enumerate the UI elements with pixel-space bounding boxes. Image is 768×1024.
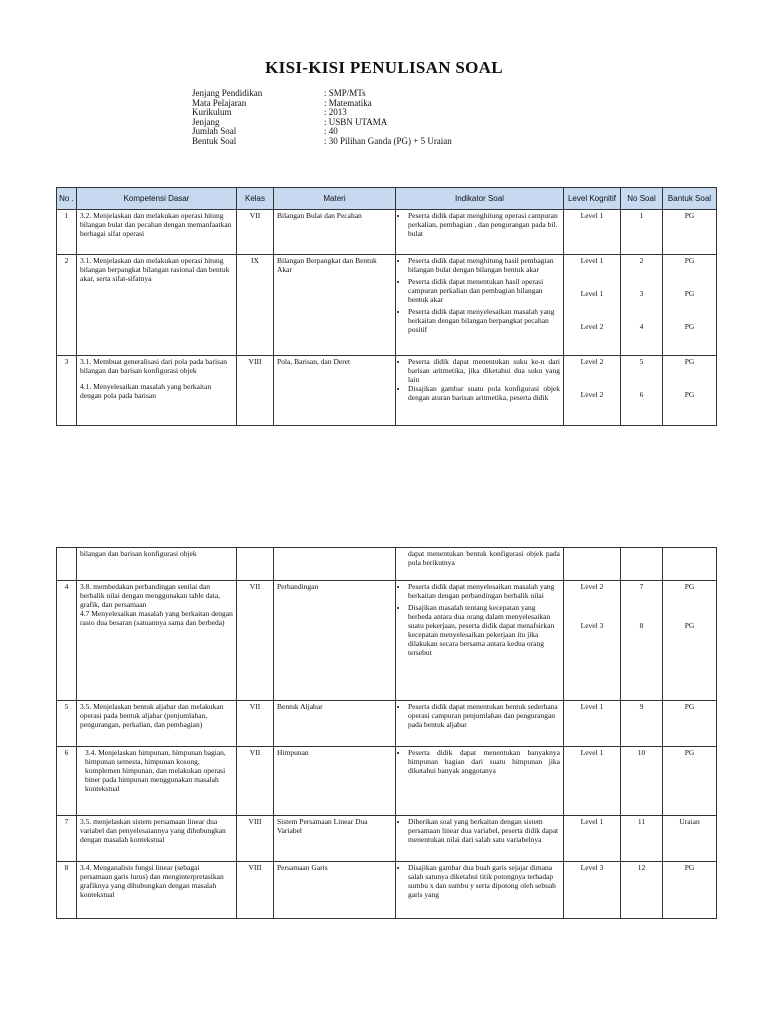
table-row <box>57 548 717 581</box>
cell-kelas: IX <box>237 255 274 356</box>
cell-indikator <box>396 210 564 255</box>
cell-materi: Himpunan <box>274 747 396 816</box>
cell-no: 4 <box>57 581 77 701</box>
cell-no-soal: 9 <box>621 701 663 747</box>
cell-kompetensi-dasar <box>77 356 237 426</box>
cell-kompetensi-dasar: 3.4. Menjelaskan himpunan, himpunan bagian, himpunan semesta, himpunan kosong, komplemen himpunan, dan melakukan operasi biner pada himpunan menggunakan masalah kontekstual <box>77 747 237 816</box>
cell-indikator <box>396 701 564 747</box>
cell-bentuk: Uraian <box>663 816 717 862</box>
kd-item: 3.8. membedakan perbandingan senilai dan berbalik nilai dengan menggunakan table data, grafik, dan persamaan <box>80 582 220 609</box>
table-row <box>57 701 717 747</box>
bentuk-value: PG <box>684 289 695 298</box>
cell-indikator <box>396 747 564 816</box>
table-header-row <box>57 188 717 210</box>
cell-materi: Perbandingan <box>274 581 396 701</box>
cell-bentuk: PG <box>663 701 717 747</box>
level-value: Level 2 <box>580 322 604 331</box>
header-bentuk-soal: Bantuk Soal <box>663 188 717 210</box>
cell-kelas: VII <box>237 747 274 816</box>
indikator-item: • Disajikan gambar suatu pola konfigurasi objek dengan aturan barisan aritmetika, peserta didik <box>408 384 560 402</box>
indikator-item: • Disajikan masalah tentang kecepatan yang berbeda antara dua orang dalam menyelesaikan suatu pekerjaan, peserta didik dapat menafsirkan kecepatan menyelesaikan pekerjaan itu jika dilakukan secara bersama antara kedua orang tersebut <box>408 603 560 657</box>
kd-item: 3.1. Membuat generalisasi dari pola pada barisan bilangan dan barisan konfigurasi objek <box>80 357 228 375</box>
header-level-kognitif: Level Kognitif <box>564 188 621 210</box>
cell-kelas: VII <box>237 581 274 701</box>
cell-kompetensi-dasar: 3.1. Menjelaskan dan melakukan operasi hitung bilangan berpangkat bilangan rasional dan bentuk akar, serta sifat-sifatnya <box>77 255 237 356</box>
meta-value: : USBN UTAMA <box>324 116 388 127</box>
cell-kompetensi-dasar: bilangan dan barisan konfigurasi objek <box>77 548 237 581</box>
indikator-item: • Peserta didik dapat menentukan banyaknya himpunan bagian dari suatu himpunan jika diketahui banyak anggotanya <box>408 748 560 775</box>
cell-level: Level 1 <box>564 701 621 747</box>
cell-no: 8 <box>57 862 77 919</box>
table-row <box>57 356 717 426</box>
header-materi: Materi <box>274 188 396 210</box>
cell-materi: Persamaan Garis <box>274 862 396 919</box>
cell-kompetensi-dasar: 3.4. Menganalisis fungsi linear (sebagai persamaan garis lurus) dan menginterpretasikan grafiknya yang dihubungkan dengan masalah kontekstual <box>77 862 237 919</box>
no-soal-value: 2 <box>639 256 644 265</box>
cell-indikator: dapat menentukan bentuk konfigurasi objek pada pola berikutnya <box>396 548 564 581</box>
cell-materi: Bilangan Berpangkat dan Bentuk Akar <box>274 255 396 356</box>
table-row <box>57 816 717 862</box>
cell-bentuk: PG <box>663 747 717 816</box>
indikator-item: • Peserta didik dapat menentukan hasil operasi campuran perkalian dan pembagian bilangan bentuk akar <box>408 277 560 304</box>
indikator-item: • Peserta didik dapat menentukan bentuk sederhana operasi campuran penjumlahan dan pengurangan pada bentuk aljabar <box>408 702 560 729</box>
cell-indikator <box>396 581 564 701</box>
cell-no: 5 <box>57 701 77 747</box>
no-soal-value: 6 <box>639 390 644 399</box>
header-indikator-soal: Indikator Soal <box>396 188 564 210</box>
bentuk-value: PG <box>684 357 695 366</box>
level-value: Level 3 <box>580 621 604 630</box>
bentuk-value: PG <box>684 322 695 331</box>
cell-bentuk: PG <box>663 210 717 255</box>
meta-label: Kurikulum <box>192 107 232 118</box>
bentuk-value: PG <box>684 582 695 591</box>
kisi-kisi-table-part1 <box>56 187 717 426</box>
indikator-item: • Peserta didik dapat menyelesaikan masalah yang berkaitan dengan perbandingan berbalik nilai <box>408 582 560 600</box>
meta-label: Jenjang Pendidikan <box>192 88 263 98</box>
level-value: Level 1 <box>580 289 604 298</box>
bentuk-value: PG <box>684 256 695 265</box>
cell-kompetensi-dasar: 3.5. Menjelaskan bentuk aljabar dan melakukan operasi pada bentuk aljabar (penjumlahan, pengurangan, perkalian, dan pembagian) <box>77 701 237 747</box>
kd-item: 4.7 Menyelesaikan masalah yang berkaitan dengan rasio dua besaran (satuannya sama dan berbeda) <box>80 609 233 627</box>
meta-label: Bentuk Soal <box>192 135 237 146</box>
indikator-item: • Peserta didik dapat menghitung operasi campuran perkalian, pembagian , dan pengurangan pada bil. bulat <box>408 211 560 238</box>
cell-bentuk <box>663 548 717 581</box>
indikator-item: • Peserta didik dapat menentukan suku ke-n dari barisan aritmetika, jika diketahui dua suku yang lain <box>408 357 560 384</box>
meta-row <box>192 137 452 147</box>
cell-level: Level 1 <box>564 210 621 255</box>
table-row <box>57 210 717 255</box>
cell-materi: Bentuk Aljabar <box>274 701 396 747</box>
document-meta <box>192 89 452 147</box>
cell-no: 1 <box>57 210 77 255</box>
table-row <box>57 581 717 701</box>
bentuk-value: PG <box>684 621 695 630</box>
no-soal-value: 3 <box>639 289 644 298</box>
table-row <box>57 747 717 816</box>
cell-kelas: VIII <box>237 356 274 426</box>
meta-row <box>192 108 452 118</box>
cell-level <box>564 581 621 701</box>
meta-label: Jumlah Soal <box>192 126 237 137</box>
cell-kelas: VIII <box>237 862 274 919</box>
table-row <box>57 255 717 356</box>
indikator-item: • Peserta didik dapat menyelesaikan masalah yang berkaitan dengan bilangan berpangkat pecahan positif <box>408 307 560 334</box>
cell-no-soal <box>621 255 663 356</box>
cell-kompetensi-dasar: 3.5. menjelaskan sistem persamaan linear dua variabel dan penyelesaiannya yang dihubungkan dengan masalah kontekstual <box>77 816 237 862</box>
header-kompetensi-dasar: Kompetensi Dasar <box>77 188 237 210</box>
cell-no-soal <box>621 356 663 426</box>
meta-label: Mata Pelajaran <box>192 97 247 108</box>
cell-kelas <box>237 548 274 581</box>
cell-materi: Bilangan Bulat dan Pecahan <box>274 210 396 255</box>
bentuk-value: PG <box>684 390 695 399</box>
cell-no-soal: 12 <box>621 862 663 919</box>
cell-materi: Pola, Barisan, dan Deret <box>274 356 396 426</box>
meta-value: : 2013 <box>324 107 347 118</box>
cell-no <box>57 548 77 581</box>
table-row <box>57 862 717 919</box>
no-soal-value: 4 <box>639 322 644 331</box>
cell-indikator <box>396 356 564 426</box>
indikator-item: • Diberikan soal yang berkaitan dengan sistem persamaan linear dua variabel, peserta didik dapat menentukan nilai dari salah satu variabelnya <box>408 817 560 844</box>
cell-materi <box>274 548 396 581</box>
no-soal-value: 8 <box>639 621 644 630</box>
header-kelas: Kelas <box>237 188 274 210</box>
kisi-kisi-table-part2 <box>56 547 717 919</box>
cell-indikator <box>396 255 564 356</box>
cell-materi: Sistem Persamaan Linear Dua Variabel <box>274 816 396 862</box>
cell-bentuk <box>663 581 717 701</box>
meta-value: : 30 Pilihan Ganda (PG) + 5 Uraian <box>324 135 452 146</box>
cell-bentuk <box>663 255 717 356</box>
cell-indikator <box>396 816 564 862</box>
cell-no: 2 <box>57 255 77 356</box>
meta-value: : SMP/MTs <box>324 88 366 98</box>
cell-kompetensi-dasar: 3.2. Menjelaskan dan melakukan operasi hitung bilangan bulat dan pecahan dengan memanfaatkan berbagai sifat operasi <box>77 210 237 255</box>
cell-no: 3 <box>57 356 77 426</box>
cell-level <box>564 356 621 426</box>
cell-level: Level 1 <box>564 747 621 816</box>
indikator-item: • Peserta didik dapat menghitung hasil pembagian bilangan bulat dengan bilangan bentuk akar <box>408 256 560 274</box>
level-value: Level 2 <box>580 582 604 591</box>
document-title: KISI-KISI PENULISAN SOAL <box>265 58 503 77</box>
cell-bentuk <box>663 356 717 426</box>
meta-label: Jenjang <box>192 116 220 127</box>
cell-no-soal: 11 <box>621 816 663 862</box>
cell-indikator <box>396 862 564 919</box>
cell-level <box>564 255 621 356</box>
indikator-item: • Disajikan gambar dua buah garis sejajar dimana salah satunya diketahui titik potongnya terhadap sumbu x dan sumbu y serta dipotong oleh sebuah garis yang <box>408 863 560 899</box>
header-no: No . <box>57 188 77 210</box>
cell-no-soal <box>621 581 663 701</box>
cell-kompetensi-dasar <box>77 581 237 701</box>
meta-value: : 40 <box>324 126 338 137</box>
cell-no: 7 <box>57 816 77 862</box>
cell-no-soal: 10 <box>621 747 663 816</box>
level-value: Level 1 <box>580 256 604 265</box>
cell-kelas: VIII <box>237 816 274 862</box>
cell-kelas: VII <box>237 210 274 255</box>
cell-no: 6 <box>57 747 77 816</box>
no-soal-value: 5 <box>639 357 644 366</box>
cell-no-soal <box>621 548 663 581</box>
cell-bentuk: PG <box>663 862 717 919</box>
cell-level: Level 1 <box>564 816 621 862</box>
cell-level <box>564 548 621 581</box>
level-value: Level 2 <box>580 357 604 366</box>
header-no-soal: No Soal <box>621 188 663 210</box>
kd-item: 4.1. Menyelesaikan masalah yang berkaitan dengan pola pada barisan <box>80 382 212 400</box>
no-soal-value: 7 <box>639 582 644 591</box>
cell-no-soal: 1 <box>621 210 663 255</box>
cell-level: Level 3 <box>564 862 621 919</box>
level-value: Level 2 <box>580 390 604 399</box>
cell-kelas: VII <box>237 701 274 747</box>
meta-value: : Matematika <box>324 97 372 108</box>
